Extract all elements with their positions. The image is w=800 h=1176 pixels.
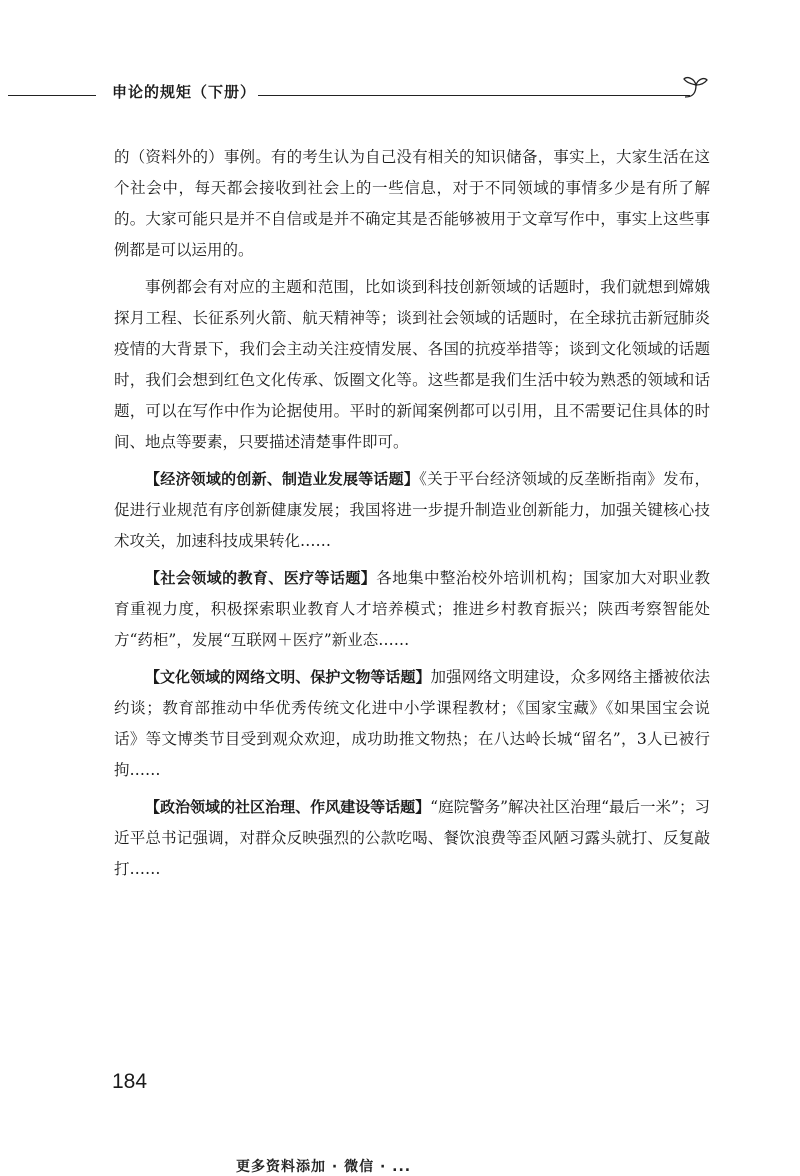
- header-rule-right: [258, 95, 690, 96]
- topic-label: 【社会领域的教育、医疗等话题】: [145, 569, 377, 587]
- topic-paragraph: 【社会领域的教育、医疗等话题】各地集中整治校外培训机构；国家加大对职业教育重视力度，积极探索职业教育人才培养模式；推进乡村教育振兴；陕西考察智能处方“药柜”，发展“互联网＋医疗”新业态……: [114, 569, 710, 649]
- page-number: 184: [112, 1070, 148, 1093]
- footer-watermark-text: 更多资料添加 · 微信 · ...: [236, 1159, 412, 1175]
- sprout-icon: [681, 73, 709, 101]
- topic-label: 【文化领域的网络文明、保护文物等话题】: [145, 668, 431, 686]
- topic-paragraph: 【文化领域的网络文明、保护文物等话题】加强网络文明建设，众多网络主播被依法约谈；教育部推动中华优秀传统文化进中小学课程教材；《国家宝藏》《如果国宝会说话》等文博类节目受到观众欢迎，成功助推文物热；在八达岭长城“留名”，3人已被行拘……: [114, 668, 710, 779]
- body-text: [114, 142, 710, 891]
- header-rule-left: [8, 95, 96, 96]
- book-title: 申论的规矩（下册）: [112, 83, 257, 101]
- topic-paragraph: 【政治领域的社区治理、作风建设等话题】“庭院警务”解决社区治理“最后一米”；习近平总书记强调，对群众反映强烈的公款吃喝、餐饮浪费等歪风陋习露头就打、反复敲打……: [114, 798, 710, 878]
- paragraph: 的（资料外的）事例。有的考生认为自己没有相关的知识储备，事实上，大家生活在这个社会中，每天都会接收到社会上的一些信息，对于不同领域的事情多少是有所了解的。大家可能只是并不自信或是并不确定其是否能够被用于文章写作中，事实上这些事例都是可以运用的。: [114, 148, 710, 259]
- topic-label: 【政治领域的社区治理、作风建设等话题】: [145, 798, 431, 816]
- topic-label: 【经济领域的创新、制造业发展等话题】: [145, 470, 420, 488]
- topic-paragraph: 【经济领域的创新、制造业发展等话题】《关于平台经济领域的反垄断指南》发布，促进行业规范有序创新健康发展；我国将进一步提升制造业创新能力，加强关键核心技术攻关，加速科技成果转化……: [114, 470, 710, 550]
- running-header: [0, 72, 800, 112]
- paragraph: 事例都会有对应的主题和范围，比如谈到科技创新领域的话题时，我们就想到嫦娥探月工程、长征系列火箭、航天精神等；谈到社会领域的话题时，在全球抗击新冠肺炎疫情的大背景下，我们会主动关注疫情发展、各国的抗疫举措等；谈到文化领域的话题时，我们会想到红色文化传承、饭圈文化等。这些都是我们生活中较为熟悉的领域和话题，可以在写作中作为论据使用。平时的新闻案例都可以引用，且不需要记住具体的时间、地点等要素，只要描述清楚事件即可。: [114, 278, 710, 451]
